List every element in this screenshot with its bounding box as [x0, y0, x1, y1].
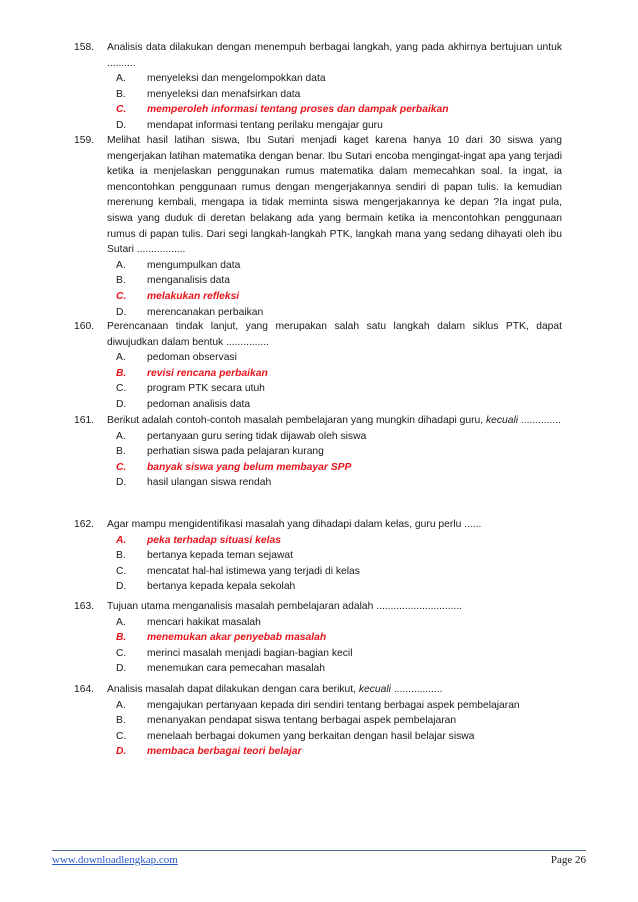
question-number: 162. [74, 519, 95, 530]
option-c-answer: C. memperoleh informasi tentang proses dan dampak perbaikan [116, 104, 449, 116]
option-c-answer: C. banyak siswa yang belum membayar SPP [116, 461, 352, 473]
option-b: B. bertanya kepada teman sejawat [116, 550, 293, 562]
option-a: A. menyeleksi dan mengelompokkan data [116, 73, 326, 85]
stem-text: Berikut adalah contoh-contoh masalah pembelajaran yang mungkin dihadapi guru, [107, 415, 484, 426]
option-b: B. menanyakan pendapat siswa tentang berbagai aspek pembelajaran [116, 715, 457, 727]
option-d: D. pedoman analisis data [116, 398, 251, 410]
question-160 [74, 319, 562, 413]
stem-text: Melihat hasil latihan siswa, Ibu Sutari menjadi kaget karena hanya 10 dari 30 siswa yang mengerjakan latihan matematika dengan benar. Ibu Sutari encoba mengingat-ingat apa yang terjadi ketika ia menjelaskan penggunakan rumus matematika dalam memecahkan soal. Ia ingat, ia mencontohkan penggunaan rumus dengan mengerjakannya sendiri di papan tulis. Ia kemudian merenung kembali, mengapa ia tidak meminta siswa mengerjakannya ke depan ?Ia ingat pula, siswa yang duduk di deretan belakang ada yang bermain ketika ia mencontohkan penggunaan rumus di papan tulis. Dari segi langkah-langkah PTK, langkah mana yang sedang dihayati oleh ibu Sutari ................. [107, 135, 562, 256]
option-d: D. menemukan cara pemecahan masalah [116, 663, 326, 675]
question-164 [74, 682, 562, 760]
stem-ellipsis: .............. [520, 415, 561, 426]
option-d: D. bertanya kepada kepala sekolah [116, 581, 296, 593]
option-b: B. menyeleksi dan menafsirkan data [116, 88, 301, 100]
question-stem [74, 40, 562, 71]
stem-ellipsis: ................. [393, 684, 443, 695]
question-number: 160. [74, 321, 95, 332]
question-163 [74, 599, 562, 677]
footer-divider [52, 850, 586, 851]
question-158 [74, 40, 562, 134]
option-a: A. pertanyaan guru sering tidak dijawab oleh siswa [116, 430, 367, 442]
option-c: C. mencatat hal-hal istimewa yang terjadi di kelas [116, 565, 360, 577]
question-stem [74, 599, 562, 615]
option-a: A. mencari hakikat masalah [116, 616, 261, 628]
question-stem [74, 413, 562, 429]
stem-text: Tujuan utama menganalisis masalah pembelajaran adalah .............................. [107, 601, 463, 612]
stem-emphasis: kecuali [358, 684, 391, 695]
stem-emphasis: kecuali [485, 415, 519, 426]
option-d: D. hasil ulangan siswa rendah [116, 477, 272, 489]
option-b-answer: B. menemukan akar penyebab masalah [116, 632, 327, 644]
question-stem [74, 517, 562, 533]
option-d-answer: D. membaca berbagai teori belajar [116, 746, 302, 758]
page-number: Page 26 [550, 854, 586, 866]
footer-website-link[interactable]: www.downloadlengkap.com [52, 854, 178, 866]
option-d: D. mendapat informasi tentang perilaku mengajar guru [116, 119, 383, 131]
option-c: C. merinci masalah menjadi bagian-bagian kecil [116, 647, 353, 659]
question-161 [74, 413, 562, 491]
option-b: B. menganalisis data [116, 275, 230, 287]
option-c: C. program PTK secara utuh [116, 383, 265, 395]
option-a: A. mengajukan pertanyaan kepada diri sendiri tentang berbagai aspek pembelajaran [116, 699, 520, 711]
stem-text: Agar mampu mengidentifikasi masalah yang dihadapi dalam kelas, guru perlu ...... [107, 519, 482, 530]
question-stem [74, 133, 562, 258]
option-a-answer: A. peka terhadap situasi kelas [116, 534, 281, 546]
stem-text: Analisis masalah dapat dilakukan dengan cara berikut, [107, 684, 356, 695]
option-c-answer: C. melakukan refleksi [116, 290, 240, 302]
option-b-answer: B. revisi rencana perbaikan [116, 367, 268, 379]
option-b: B. perhatian siswa pada pelajaran kurang [116, 446, 324, 458]
question-number: 158. [74, 42, 95, 53]
question-stem [74, 319, 562, 350]
question-number: 163. [74, 601, 95, 612]
question-number: 159. [74, 135, 95, 146]
option-a: A. mengumpulkan data [116, 259, 241, 271]
question-stem [74, 682, 562, 698]
question-number: 161. [74, 415, 95, 426]
question-159 [74, 133, 562, 320]
stem-text: Perencanaan tindak lanjut, yang merupakan salah satu langkah dalam siklus PTK, dapat diwujudkan dalam bentuk ............... [107, 321, 562, 348]
question-162 [74, 517, 562, 595]
option-a: A. pedoman observasi [116, 352, 237, 364]
option-c: C. menelaah berbagai dokumen yang berkaitan dengan hasil belajar siswa [116, 730, 475, 742]
question-number: 164. [74, 684, 95, 695]
option-d: D. merencanakan perbaikan [116, 306, 264, 318]
stem-text: Analisis data dilakukan dengan menempuh berbagai langkah, yang pada akhirnya bertujuan untuk .......... [107, 42, 562, 69]
